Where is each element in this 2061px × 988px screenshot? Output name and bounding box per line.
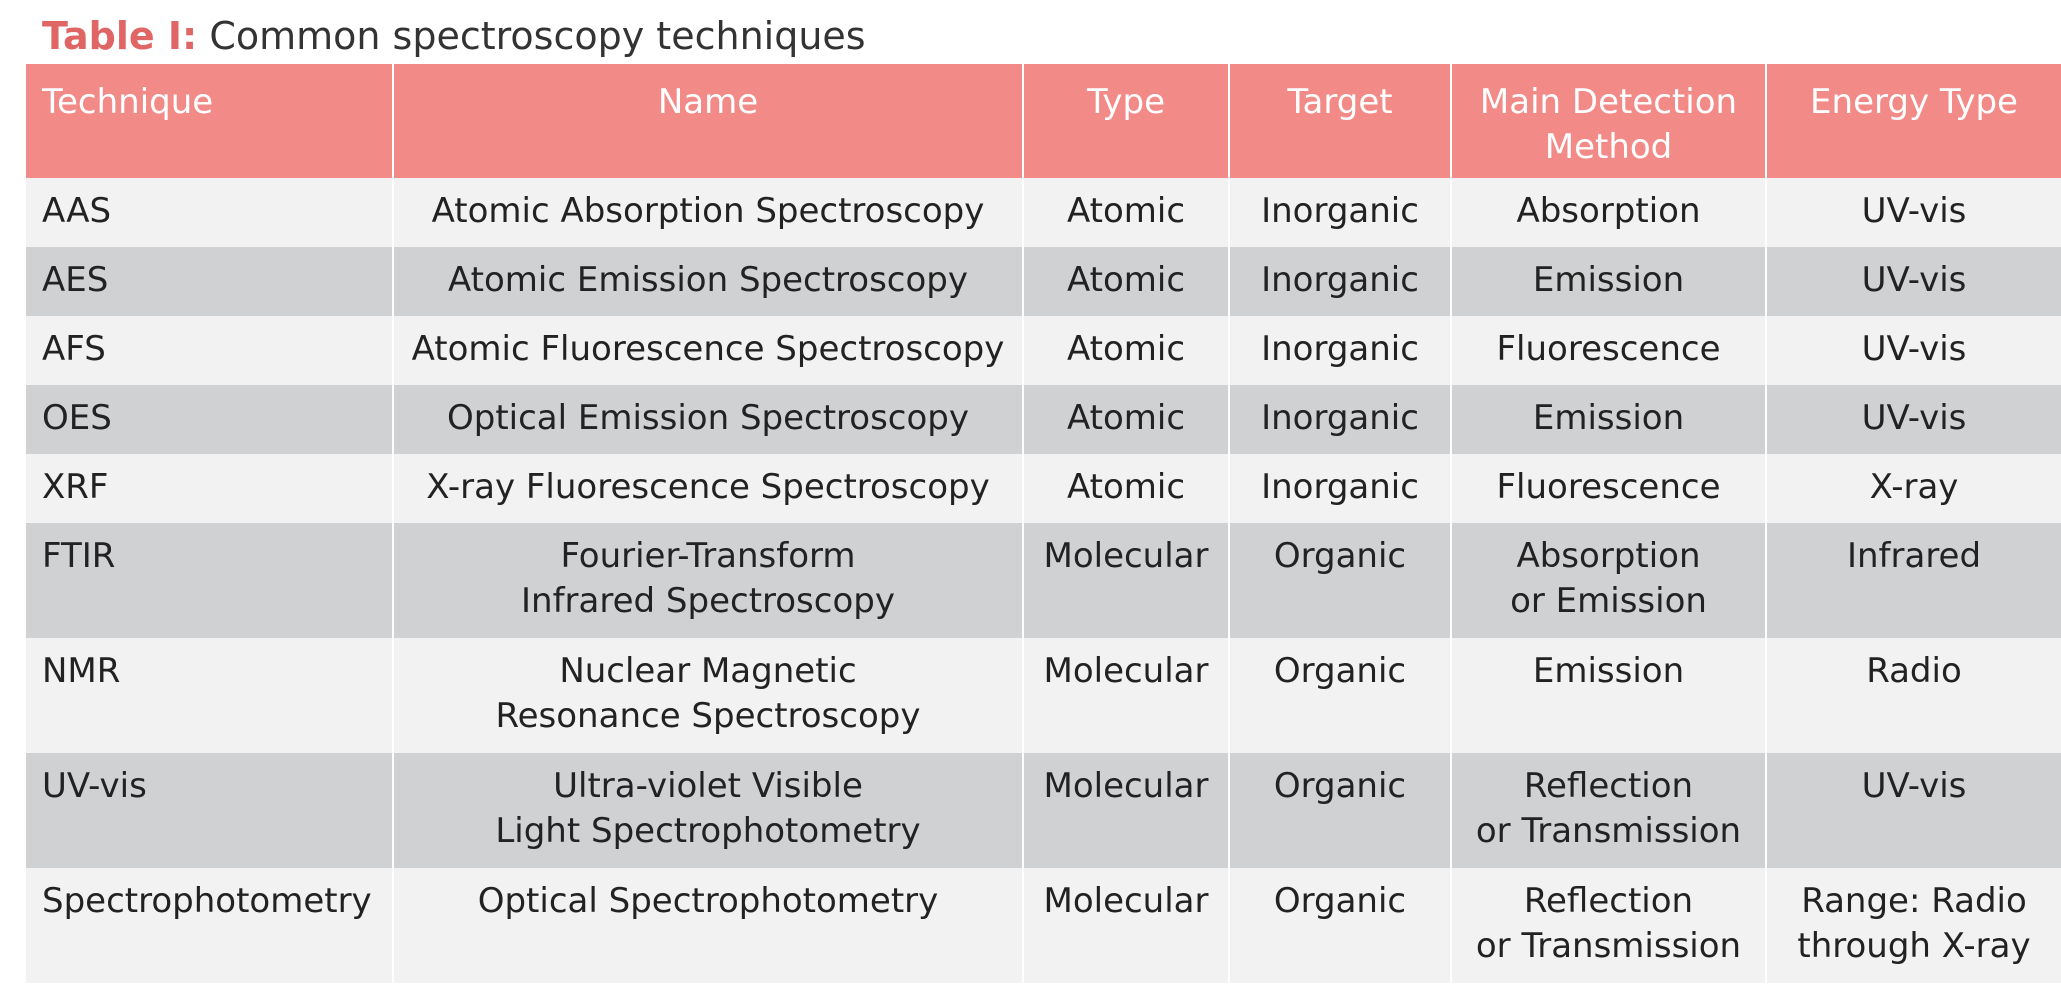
header-text: Name (657, 82, 759, 122)
header-text: Method (1544, 127, 1673, 167)
cell-text: Atomic (1066, 467, 1186, 507)
cell-text: Reflection (1523, 766, 1694, 806)
cell-text: Nuclear Magnetic (559, 651, 857, 691)
cell-energy-type (1766, 638, 2061, 753)
cell-detection-method (1451, 454, 1766, 523)
cell-target (1229, 316, 1451, 385)
cell-text: Inorganic (1261, 398, 1419, 438)
table-row (26, 753, 2061, 868)
caption-text: Common spectroscopy techniques (209, 14, 866, 58)
column-header-target (1229, 64, 1451, 178)
cell-text: Fluorescence (1496, 329, 1721, 369)
cell-energy-type (1766, 523, 2061, 638)
cell-energy-type (1766, 316, 2061, 385)
cell-target (1229, 385, 1451, 454)
cell-detection-method (1451, 753, 1766, 868)
cell-technique (26, 868, 393, 983)
cell-text: Reflection (1523, 881, 1694, 921)
header-row (26, 64, 2061, 178)
cell-target (1229, 523, 1451, 638)
cell-type (1023, 385, 1229, 454)
table-header (26, 64, 2061, 178)
cell-target (1229, 868, 1451, 983)
cell-type (1023, 247, 1229, 316)
cell-type (1023, 316, 1229, 385)
cell-text: Organic (1273, 536, 1407, 576)
cell-text: UV-vis (1861, 191, 1967, 231)
cell-target (1229, 247, 1451, 316)
cell-energy-type (1766, 454, 2061, 523)
column-header-name (393, 64, 1023, 178)
cell-text: Emission (1532, 260, 1685, 300)
cell-text: Infrared Spectroscopy (521, 581, 895, 621)
cell-detection-method (1451, 385, 1766, 454)
cell-type (1023, 523, 1229, 638)
cell-name (393, 316, 1023, 385)
cell-technique (26, 178, 393, 247)
cell-detection-method (1451, 178, 1766, 247)
cell-text: Atomic Fluorescence Spectroscopy (411, 329, 1005, 369)
cell-text: Radio (1866, 651, 1962, 691)
cell-text: Resonance Spectroscopy (495, 696, 921, 736)
table-body (26, 178, 2061, 983)
table-row (26, 868, 2061, 983)
cell-text: NMR (42, 651, 121, 691)
cell-detection-method (1451, 247, 1766, 316)
table-row (26, 316, 2061, 385)
cell-text: UV-vis (1861, 766, 1967, 806)
cell-text: Molecular (1043, 881, 1209, 921)
table-caption (42, 8, 866, 64)
header-text: Technique (42, 82, 214, 122)
column-header-detection-method (1451, 64, 1766, 178)
cell-technique (26, 753, 393, 868)
column-header-type (1023, 64, 1229, 178)
cell-text: UV-vis (1861, 260, 1967, 300)
cell-detection-method (1451, 638, 1766, 753)
cell-target (1229, 454, 1451, 523)
cell-technique (26, 454, 393, 523)
cell-text: Fluorescence (1496, 467, 1721, 507)
cell-text: Optical Emission Spectroscopy (446, 398, 970, 438)
cell-text: Inorganic (1261, 191, 1419, 231)
cell-text: Emission (1532, 651, 1685, 691)
cell-technique (26, 316, 393, 385)
cell-target (1229, 638, 1451, 753)
cell-detection-method (1451, 523, 1766, 638)
cell-text: Light Spectrophotometry (495, 811, 921, 851)
cell-type (1023, 454, 1229, 523)
table-row (26, 454, 2061, 523)
cell-text: Atomic Absorption Spectroscopy (431, 191, 985, 231)
cell-text: AFS (42, 329, 106, 369)
cell-text: Absorption (1516, 536, 1701, 576)
cell-text: through X-ray (1797, 926, 2031, 966)
table-row (26, 523, 2061, 638)
cell-text: XRF (42, 467, 109, 507)
cell-text: Atomic (1066, 398, 1186, 438)
cell-type (1023, 638, 1229, 753)
cell-technique (26, 638, 393, 753)
table-row (26, 385, 2061, 454)
cell-target (1229, 753, 1451, 868)
table-row (26, 178, 2061, 247)
cell-type (1023, 753, 1229, 868)
cell-text: Inorganic (1261, 467, 1419, 507)
header-text: Energy Type (1810, 82, 2018, 122)
spectroscopy-table (26, 64, 2061, 983)
header-text: Target (1287, 82, 1393, 122)
cell-text: Inorganic (1261, 329, 1419, 369)
cell-name (393, 638, 1023, 753)
cell-text: Atomic (1066, 260, 1186, 300)
cell-text: Organic (1273, 766, 1407, 806)
cell-text: or Transmission (1475, 926, 1742, 966)
cell-text: Infrared (1846, 536, 1982, 576)
cell-type (1023, 868, 1229, 983)
cell-text: X-ray Fluorescence Spectroscopy (426, 467, 990, 507)
cell-detection-method (1451, 868, 1766, 983)
cell-text: Organic (1273, 881, 1407, 921)
cell-energy-type (1766, 753, 2061, 868)
cell-text: AAS (42, 191, 112, 231)
cell-text: or Transmission (1475, 811, 1742, 851)
cell-technique (26, 385, 393, 454)
cell-name (393, 247, 1023, 316)
cell-text: Absorption (1516, 191, 1701, 231)
cell-text: UV-vis (1861, 398, 1967, 438)
cell-text: UV-vis (42, 766, 147, 806)
header-text: Type (1086, 82, 1166, 122)
cell-energy-type (1766, 868, 2061, 983)
cell-text: Molecular (1043, 536, 1209, 576)
column-header-technique (26, 64, 393, 178)
cell-energy-type (1766, 178, 2061, 247)
cell-energy-type (1766, 247, 2061, 316)
cell-technique (26, 523, 393, 638)
column-header-energy-type (1766, 64, 2061, 178)
cell-text: Atomic Emission Spectroscopy (448, 260, 968, 300)
header-text: Main Detection (1479, 82, 1738, 122)
cell-detection-method (1451, 316, 1766, 385)
caption-label: Table I: (42, 14, 198, 58)
cell-text: X-ray (1869, 467, 1959, 507)
cell-text: Organic (1273, 651, 1407, 691)
cell-text: Ultra-violet Visible (553, 766, 863, 806)
table-row (26, 247, 2061, 316)
cell-type (1023, 178, 1229, 247)
cell-name (393, 868, 1023, 983)
cell-energy-type (1766, 385, 2061, 454)
cell-name (393, 178, 1023, 247)
cell-text: Molecular (1043, 766, 1209, 806)
cell-text: Inorganic (1261, 260, 1419, 300)
cell-name (393, 753, 1023, 868)
cell-text: AES (42, 260, 109, 300)
cell-text: Range: Radio (1801, 881, 2027, 921)
cell-text: Optical Spectrophotometry (477, 881, 939, 921)
cell-text: Spectrophotometry (42, 881, 372, 921)
cell-name (393, 523, 1023, 638)
cell-name (393, 385, 1023, 454)
cell-text: FTIR (42, 536, 116, 576)
cell-technique (26, 247, 393, 316)
cell-text: or Emission (1510, 581, 1707, 621)
cell-text: Atomic (1066, 329, 1186, 369)
cell-text: Atomic (1066, 191, 1186, 231)
cell-text: Emission (1532, 398, 1685, 438)
cell-text: OES (42, 398, 112, 438)
cell-text: Fourier-Transform (560, 536, 856, 576)
table-row (26, 638, 2061, 753)
cell-text: Molecular (1043, 651, 1209, 691)
cell-text: UV-vis (1861, 329, 1967, 369)
cell-target (1229, 178, 1451, 247)
cell-name (393, 454, 1023, 523)
